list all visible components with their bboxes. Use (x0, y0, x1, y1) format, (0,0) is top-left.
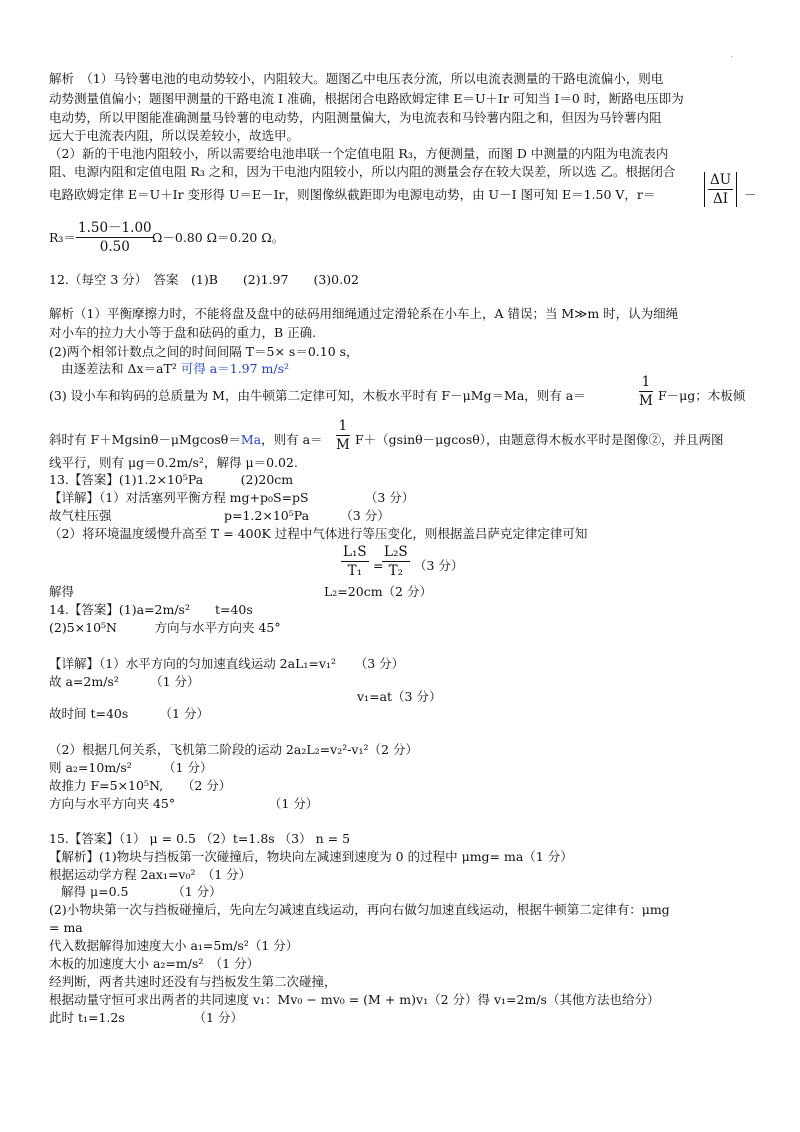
scan-dot (731, 56, 732, 57)
q13-answer: 13.【答案】(1)1.2×10⁵Pa (2)20cm (49, 472, 294, 487)
q11-abs-fraction (704, 172, 737, 207)
q12-fraction-2-numerator: 1 (336, 418, 350, 436)
q12-fraction-1 (639, 374, 653, 409)
q13-fraction-left (341, 544, 369, 579)
q13-line-2: 故气柱压强 p=1.2×10⁵Pa （3 分） (49, 508, 390, 523)
q11-abs-denominator: ΔI (713, 191, 729, 207)
q15-line-8: 经判断，两者共速时还没有与挡板发生第二次碰撞， (49, 974, 337, 989)
q12-fraction-2-denominator: M (336, 437, 350, 453)
q12-line-5: (3) 设小车和钩码的总质量为 M，由牛顿第二定律可知，木板水平时有 F－μMg＝Ma，则有 a＝ (49, 388, 586, 403)
q13-fraction-right-numerator: L₂S (384, 544, 408, 560)
q11-line-3: 电动势，所以甲图能准确测量马铃薯的电动势，内阻测量偏大，为电流表和马铃薯内阻之和，但因为马铃薯内阻 (49, 110, 662, 125)
q11-line-2: 动势测量值偏小；题图甲测量的干路电流 I 准确，根据闭合电路欧姆定律 E＝U＋Ir 可知当 I＝0 时，断路电压即为 (49, 91, 684, 106)
q12-line-6-highlight: Ma (240, 432, 262, 447)
q12-line-6 (49, 432, 323, 448)
q12-line-4 (61, 361, 289, 377)
q12-fraction-2 (336, 418, 350, 453)
q14-line-8: 方向与水平方向夹 45° （1 分） (49, 796, 319, 811)
q11-line-7: 电路欧姆定律 E＝U＋Ir 变形得 U＝E－Ir，则图像纵截距即为电源电动势，由 U－I 图可知 E＝1.50 V，r＝ (49, 187, 656, 202)
q13-score: （3 分） (414, 558, 464, 573)
q15-line-7: 木板的加速度大小 a₂=m/s² （1 分） (49, 956, 260, 971)
q15-line-5: = ma (49, 920, 83, 935)
q11-abs-numerator: ΔU (710, 172, 732, 188)
q15-line-9: 根据动量守恒可求出两者的共同速度 v₁：Mv₀ − mv₀ = (M + m)v₁（2 分）得 v₁=2m/s（其他方法也给分） (49, 992, 660, 1007)
q15-line-2: 根据运动学方程 2ax₁=v₀² （1 分） (49, 867, 252, 882)
q14-line-7: 故推力 F=5×10⁵N, （2 分） (49, 778, 232, 793)
q15-line-3: 解得 μ=0.5 （1 分） (61, 884, 222, 899)
q12-line-5-tail: F－μg；木板倾 (658, 388, 746, 403)
q15-answer: 15.【答案】（1） μ = 0.5 （2）t=1.8s （3） n = 5 (49, 831, 351, 846)
q11-line-4: 远大于电流表内阻，所以误差较小，故选甲。 (49, 128, 300, 143)
q11-resistance-fraction (76, 216, 154, 255)
q11-line-8-prefix: R₃＝ (49, 230, 76, 245)
q14-line-5: （2）根据几何关系，飞机第二阶段的运动 2a₂L₂=v₂²-v₁²（2 分） (49, 742, 418, 757)
q12-answer: 12.（每空 3 分） 答案 (1)B (2)1.97 (3)0.02 (49, 272, 359, 287)
q13-line-3: （2）将环境温度缓慢升高至 T = 400K 过程中气体进行等压变化，则根据盖吕萨克定律定律可知 (49, 526, 588, 541)
q11-line-8-result: Ω－0.80 Ω＝0.20 Ω。 (152, 230, 285, 245)
q13-fraction-right (382, 544, 410, 579)
q14-line-4: 故时间 t=40s （1 分） (49, 706, 209, 721)
q11-line-6: 阻、电源内阻和定值电阻 R₃ 之和，因为干电池内阻较小，所以内阻的测量会存在较大误差，所以选 乙。根据闭合 (49, 164, 676, 179)
q13-equals: = (373, 558, 384, 573)
q15-line-4: (2)小物块第一次与挡板碰撞后，先向左匀减速直线运动，再向右做匀加速直线运动，根据牛顿第二定律有：μmg (49, 902, 670, 917)
q13-line-1: 【详解】（1）对活塞列平衡方程 mg+p₀S=pS （3 分） (49, 490, 415, 505)
q14-line-6: 则 a₂=10m/s² （1 分） (49, 760, 213, 775)
q12-line-4-highlight: 可得 a＝1.97 m/s² (180, 361, 290, 376)
q12-line-6-text: 斜时有 F＋Mgsinθ－μMgcosθ＝ (49, 432, 241, 447)
q12-line-4-text: 由逐差法和 Δx＝aT² (61, 361, 181, 376)
q14-answer-1: 14.【答案】(1)a=2m/s² t=40s (49, 602, 253, 617)
q12-line-6-tail: F＋（gsinθ－μgcosθ），由题意得木板水平时是图像②，并且两图 (355, 432, 724, 447)
q11-line-5: （2）新的干电池内阻较小，所以需要给电池串联一个定值电阻 R₃，方便测量，而图 D 中测量的内阻为电流表内 (49, 146, 669, 161)
q12-fraction-1-denominator: M (639, 393, 653, 409)
q12-fraction-1-numerator: 1 (639, 374, 653, 392)
q13-line-5: L₂=20cm（2 分） (324, 584, 432, 599)
q14-line-1: 【详解】（1）水平方向的匀加速直线运动 2aL₁=v₁² （3 分） (49, 656, 405, 671)
q13-fraction-left-denominator: T₁ (347, 563, 363, 579)
q13-fraction-right-denominator: T₂ (388, 563, 404, 579)
q11-fraction-numerator: 1.50－1.00 (76, 216, 154, 238)
q14-line-3: v₁=at（3 分） (357, 689, 442, 704)
q15-line-6: 代入数据解得加速度大小 a₁=5m/s²（1 分） (49, 938, 299, 953)
q13-line-4: 解得 (49, 584, 75, 599)
q12-line-2: 对小车的拉力大小等于盘和砝码的重力，B 正确. (49, 325, 317, 340)
q12-line-1: 解析（1）平衡摩擦力时，不能将盘及盘中的砝码用细绳通过定滑轮系在小车上，A 错误；当 M≫m 时，认为细绳 (49, 306, 679, 321)
q13-fraction-left-numerator: L₁S (343, 544, 367, 560)
q12-line-3: (2)两个相邻计数点之间的时间间隔 T＝5× s＝0.10 s， (49, 344, 359, 359)
q11-fraction-denominator: 0.50 (99, 239, 130, 255)
q15-line-1: 【解析】(1)物块与挡板第一次碰撞后，物块向左减速到速度为 0 的过程中 μmg= ma（1 分） (49, 849, 573, 864)
q11-abs-minus: － (744, 187, 757, 202)
q15-line-10: 此时 t₁=1.2s （1 分） (49, 1010, 243, 1025)
q11-line-1: 解析 （1）马铃薯电池的电动势较小，内阻较大。题图乙中电压表分流，所以电流表测量的干路电流偏小，则电 (49, 71, 664, 86)
q12-line-7: 线平行，则有 μg＝0.2m/s²，解得 μ＝0.02. (49, 455, 298, 470)
q12-line-6-mid: ，则有 a＝ (261, 432, 323, 447)
q14-answer-2: (2)5×10⁵N 方向与水平方向夹 45° (49, 620, 281, 635)
q14-line-2: 故 a=2m/s² （1 分） (49, 674, 200, 689)
